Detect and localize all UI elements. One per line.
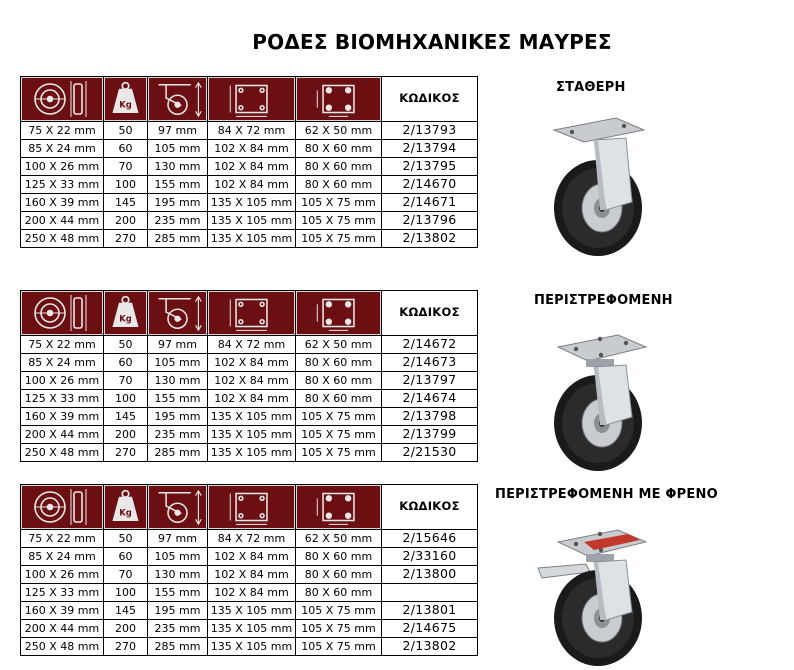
spec-cell: 105 X 75 mm bbox=[296, 602, 382, 620]
product-code-cell: 2/13802 bbox=[382, 230, 478, 248]
code-header: ΚΩΔΙΚΟΣ bbox=[382, 291, 478, 336]
spec-cell: 85 X 24 mm bbox=[21, 548, 104, 566]
spec-cell: 200 X 44 mm bbox=[21, 426, 104, 444]
header-cell bbox=[21, 485, 104, 530]
spec-cell: 105 X 75 mm bbox=[296, 194, 382, 212]
spec-cell: 84 X 72 mm bbox=[208, 122, 296, 140]
product-code-cell: 2/15646 bbox=[382, 530, 478, 548]
spec-cell: 200 X 44 mm bbox=[21, 620, 104, 638]
spec-cell: 80 X 60 mm bbox=[296, 372, 382, 390]
section-fixed bbox=[20, 76, 478, 248]
load-capacity-icon bbox=[104, 77, 147, 121]
table-row bbox=[21, 426, 478, 444]
header-cell bbox=[104, 77, 148, 122]
spec-cell: 75 X 22 mm bbox=[21, 530, 104, 548]
header-cell bbox=[296, 291, 382, 336]
spec-cell: 125 X 33 mm bbox=[21, 176, 104, 194]
table-row bbox=[21, 230, 478, 248]
spec-cell: 60 bbox=[104, 548, 148, 566]
spec-cell: 62 X 50 mm bbox=[296, 530, 382, 548]
table-header-row bbox=[21, 291, 478, 336]
product-code-cell: 2/21530 bbox=[382, 444, 478, 462]
product-code-cell: 2/13802 bbox=[382, 638, 478, 656]
spec-cell: 125 X 33 mm bbox=[21, 390, 104, 408]
caster-label-swivel: ΠΕΡΙΣΤΡΕΦΟΜΕΝΗ bbox=[534, 293, 673, 308]
spec-cell: 97 mm bbox=[148, 336, 208, 354]
section-swivel bbox=[20, 290, 478, 462]
spec-cell: 285 mm bbox=[148, 638, 208, 656]
spec-cell: 235 mm bbox=[148, 212, 208, 230]
table-row bbox=[21, 354, 478, 372]
code-header: ΚΩΔΙΚΟΣ bbox=[382, 485, 478, 530]
wheel-dimensions-icon bbox=[21, 485, 103, 529]
table-row bbox=[21, 194, 478, 212]
spec-cell: 160 X 39 mm bbox=[21, 602, 104, 620]
product-code-cell: 2/13794 bbox=[382, 140, 478, 158]
spec-cell: 80 X 60 mm bbox=[296, 566, 382, 584]
product-code-cell: 2/13796 bbox=[382, 212, 478, 230]
spec-cell: 235 mm bbox=[148, 620, 208, 638]
spec-cell: 135 X 105 mm bbox=[208, 444, 296, 462]
table-row bbox=[21, 638, 478, 656]
spec-cell: 135 X 105 mm bbox=[208, 408, 296, 426]
product-code-cell: 2/13793 bbox=[382, 122, 478, 140]
spec-cell: 105 X 75 mm bbox=[296, 426, 382, 444]
header-cell bbox=[21, 77, 104, 122]
table-row bbox=[21, 176, 478, 194]
spec-cell: 102 X 84 mm bbox=[208, 372, 296, 390]
spec-cell: 75 X 22 mm bbox=[21, 336, 104, 354]
header-cell bbox=[104, 485, 148, 530]
plate-size-icon bbox=[208, 485, 295, 529]
spec-cell: 155 mm bbox=[148, 584, 208, 602]
spec-cell: 80 X 60 mm bbox=[296, 584, 382, 602]
spec-cell: 80 X 60 mm bbox=[296, 158, 382, 176]
spec-cell: 102 X 84 mm bbox=[208, 176, 296, 194]
spec-cell: 80 X 60 mm bbox=[296, 390, 382, 408]
spec-cell: 270 bbox=[104, 638, 148, 656]
spec-cell: 80 X 60 mm bbox=[296, 548, 382, 566]
spec-cell: 105 mm bbox=[148, 548, 208, 566]
table-row bbox=[21, 408, 478, 426]
spec-cell: 195 mm bbox=[148, 602, 208, 620]
code-header: ΚΩΔΙΚΟΣ bbox=[382, 77, 478, 122]
spec-cell: 135 X 105 mm bbox=[208, 194, 296, 212]
spec-cell: 70 bbox=[104, 158, 148, 176]
spec-cell: 84 X 72 mm bbox=[208, 530, 296, 548]
caster-label-fixed: ΣΤΑΘΕΡΗ bbox=[556, 80, 626, 95]
spec-table-swivel bbox=[20, 290, 478, 462]
product-code-cell: 2/13801 bbox=[382, 602, 478, 620]
spec-cell: 155 mm bbox=[148, 176, 208, 194]
spec-cell: 270 bbox=[104, 230, 148, 248]
total-height-icon bbox=[148, 485, 207, 529]
spec-cell: 62 X 50 mm bbox=[296, 122, 382, 140]
product-code-cell: 2/13797 bbox=[382, 372, 478, 390]
spec-cell: 105 mm bbox=[148, 354, 208, 372]
spec-cell: 100 X 26 mm bbox=[21, 158, 104, 176]
product-code-cell: 2/13799 bbox=[382, 426, 478, 444]
header-cell bbox=[208, 485, 296, 530]
table-row bbox=[21, 548, 478, 566]
bolt-spacing-icon bbox=[296, 485, 381, 529]
svg-text:Kg: Kg bbox=[119, 313, 132, 324]
spec-cell: 102 X 84 mm bbox=[208, 584, 296, 602]
table-header-row bbox=[21, 485, 478, 530]
product-code-cell: 2/14674 bbox=[382, 390, 478, 408]
spec-cell: 102 X 84 mm bbox=[208, 566, 296, 584]
header-cell bbox=[21, 291, 104, 336]
table-row bbox=[21, 122, 478, 140]
spec-cell: 80 X 60 mm bbox=[296, 140, 382, 158]
spec-cell: 135 X 105 mm bbox=[208, 212, 296, 230]
header-cell bbox=[208, 291, 296, 336]
spec-cell: 62 X 50 mm bbox=[296, 336, 382, 354]
product-code-cell: 2/13798 bbox=[382, 408, 478, 426]
spec-cell: 135 X 105 mm bbox=[208, 426, 296, 444]
spec-cell: 135 X 105 mm bbox=[208, 230, 296, 248]
spec-cell: 50 bbox=[104, 336, 148, 354]
product-code-cell: 2/33160 bbox=[382, 548, 478, 566]
product-code-cell bbox=[382, 584, 478, 602]
table-row bbox=[21, 584, 478, 602]
product-code-cell: 2/14672 bbox=[382, 336, 478, 354]
caster-label-swivel-brake: ΠΕΡΙΣΤΡΕΦΟΜΕΝΗ ΜΕ ΦΡΕΝΟ bbox=[495, 487, 718, 502]
spec-cell: 105 X 75 mm bbox=[296, 230, 382, 248]
spec-cell: 102 X 84 mm bbox=[208, 158, 296, 176]
fixed-caster-image bbox=[528, 110, 658, 260]
spec-cell: 200 bbox=[104, 620, 148, 638]
spec-cell: 85 X 24 mm bbox=[21, 140, 104, 158]
spec-cell: 145 bbox=[104, 602, 148, 620]
bolt-spacing-icon bbox=[296, 77, 381, 121]
spec-cell: 100 bbox=[104, 390, 148, 408]
product-code-cell: 2/14675 bbox=[382, 620, 478, 638]
header-cell bbox=[208, 77, 296, 122]
spec-cell: 97 mm bbox=[148, 122, 208, 140]
spec-cell: 160 X 39 mm bbox=[21, 408, 104, 426]
spec-cell: 125 X 33 mm bbox=[21, 584, 104, 602]
spec-cell: 100 X 26 mm bbox=[21, 372, 104, 390]
spec-cell: 195 mm bbox=[148, 408, 208, 426]
spec-cell: 50 bbox=[104, 530, 148, 548]
table-row bbox=[21, 140, 478, 158]
spec-cell: 250 X 48 mm bbox=[21, 638, 104, 656]
table-row bbox=[21, 212, 478, 230]
spec-cell: 102 X 84 mm bbox=[208, 548, 296, 566]
spec-cell: 97 mm bbox=[148, 530, 208, 548]
spec-cell: 100 bbox=[104, 176, 148, 194]
swivel-caster-image bbox=[528, 325, 658, 475]
table-row bbox=[21, 444, 478, 462]
plate-size-icon bbox=[208, 291, 295, 335]
spec-cell: 80 X 60 mm bbox=[296, 354, 382, 372]
table-row bbox=[21, 602, 478, 620]
spec-cell: 285 mm bbox=[148, 230, 208, 248]
bolt-spacing-icon bbox=[296, 291, 381, 335]
spec-cell: 75 X 22 mm bbox=[21, 122, 104, 140]
table-row bbox=[21, 336, 478, 354]
spec-cell: 235 mm bbox=[148, 426, 208, 444]
spec-cell: 70 bbox=[104, 566, 148, 584]
spec-cell: 50 bbox=[104, 122, 148, 140]
header-cell bbox=[148, 77, 208, 122]
spec-cell: 102 X 84 mm bbox=[208, 390, 296, 408]
section-swivel-brake bbox=[20, 484, 478, 656]
total-height-icon bbox=[148, 291, 207, 335]
spec-cell: 80 X 60 mm bbox=[296, 176, 382, 194]
wheel-dimensions-icon bbox=[21, 291, 103, 335]
svg-text:Kg: Kg bbox=[119, 507, 132, 518]
product-code-cell: 2/13795 bbox=[382, 158, 478, 176]
spec-cell: 105 X 75 mm bbox=[296, 444, 382, 462]
spec-cell: 130 mm bbox=[148, 566, 208, 584]
spec-cell: 135 X 105 mm bbox=[208, 602, 296, 620]
spec-cell: 160 X 39 mm bbox=[21, 194, 104, 212]
spec-cell: 60 bbox=[104, 140, 148, 158]
spec-cell: 135 X 105 mm bbox=[208, 638, 296, 656]
spec-cell: 100 bbox=[104, 584, 148, 602]
spec-cell: 200 X 44 mm bbox=[21, 212, 104, 230]
spec-cell: 105 X 75 mm bbox=[296, 408, 382, 426]
spec-cell: 85 X 24 mm bbox=[21, 354, 104, 372]
header-cell bbox=[296, 77, 382, 122]
svg-text:Kg: Kg bbox=[119, 99, 132, 110]
spec-cell: 135 X 105 mm bbox=[208, 620, 296, 638]
total-height-icon bbox=[148, 77, 207, 121]
spec-cell: 250 X 48 mm bbox=[21, 444, 104, 462]
spec-cell: 250 X 48 mm bbox=[21, 230, 104, 248]
spec-cell: 285 mm bbox=[148, 444, 208, 462]
spec-cell: 145 bbox=[104, 408, 148, 426]
spec-cell: 200 bbox=[104, 212, 148, 230]
spec-cell: 195 mm bbox=[148, 194, 208, 212]
spec-cell: 102 X 84 mm bbox=[208, 140, 296, 158]
spec-cell: 155 mm bbox=[148, 390, 208, 408]
product-code-cell: 2/14670 bbox=[382, 176, 478, 194]
wheel-dimensions-icon bbox=[21, 77, 103, 121]
table-header-row bbox=[21, 77, 478, 122]
spec-cell: 60 bbox=[104, 354, 148, 372]
spec-cell: 105 X 75 mm bbox=[296, 212, 382, 230]
header-cell bbox=[148, 291, 208, 336]
table-row bbox=[21, 158, 478, 176]
spec-cell: 102 X 84 mm bbox=[208, 354, 296, 372]
spec-cell: 100 X 26 mm bbox=[21, 566, 104, 584]
spec-cell: 84 X 72 mm bbox=[208, 336, 296, 354]
table-row bbox=[21, 620, 478, 638]
table-row bbox=[21, 390, 478, 408]
table-row bbox=[21, 530, 478, 548]
product-code-cell: 2/13800 bbox=[382, 566, 478, 584]
spec-cell: 105 mm bbox=[148, 140, 208, 158]
plate-size-icon bbox=[208, 77, 295, 121]
table-row bbox=[21, 566, 478, 584]
spec-table-swivel-brake bbox=[20, 484, 478, 656]
load-capacity-icon bbox=[104, 485, 147, 529]
page-title: ΡΟΔΕΣ ΒΙΟΜΗΧΑΝΙΚΕΣ ΜΑΥΡΕΣ bbox=[252, 30, 612, 54]
spec-cell: 70 bbox=[104, 372, 148, 390]
spec-cell: 105 X 75 mm bbox=[296, 620, 382, 638]
header-cell bbox=[148, 485, 208, 530]
swivel-brake-caster-image bbox=[528, 520, 658, 670]
spec-cell: 145 bbox=[104, 194, 148, 212]
spec-cell: 130 mm bbox=[148, 372, 208, 390]
header-cell bbox=[104, 291, 148, 336]
table-row bbox=[21, 372, 478, 390]
load-capacity-icon bbox=[104, 291, 147, 335]
product-code-cell: 2/14673 bbox=[382, 354, 478, 372]
spec-cell: 105 X 75 mm bbox=[296, 638, 382, 656]
spec-cell: 270 bbox=[104, 444, 148, 462]
spec-table-fixed bbox=[20, 76, 478, 248]
spec-cell: 200 bbox=[104, 426, 148, 444]
spec-cell: 130 mm bbox=[148, 158, 208, 176]
header-cell bbox=[296, 485, 382, 530]
product-code-cell: 2/14671 bbox=[382, 194, 478, 212]
